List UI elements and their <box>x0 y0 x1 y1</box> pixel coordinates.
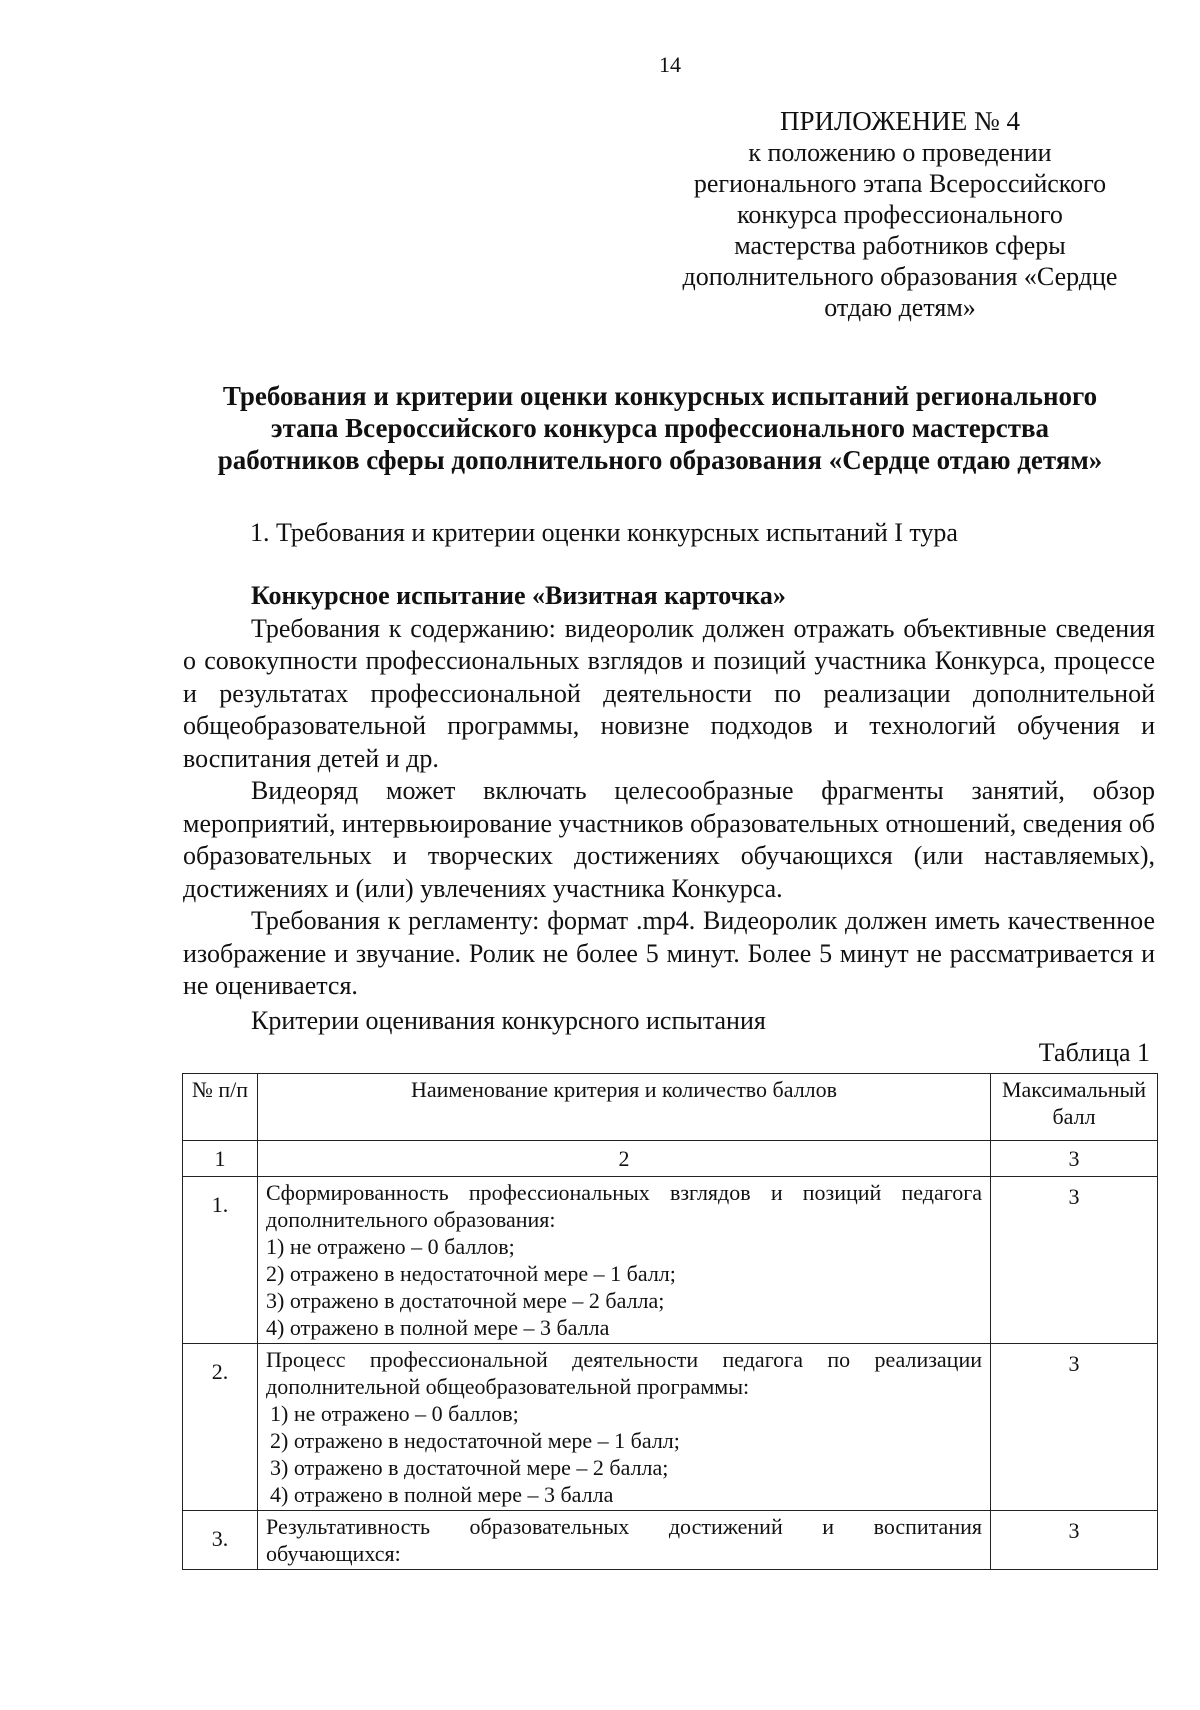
criterion-option: 3) отражено в достаточной мере – 2 балла; <box>270 1455 669 1480</box>
section-title: 1. Требования и критерии оценки конкурсных испытаний I тура <box>250 518 958 547</box>
max-score: 3 <box>991 1177 1158 1344</box>
criterion-option: 1) не отражено – 0 баллов; <box>270 1401 519 1426</box>
criterion-option: 1) не отражено – 0 баллов; <box>266 1234 515 1259</box>
row-number: 2. <box>183 1344 258 1511</box>
paragraph: Требования к содержанию: видеоролик должен отражать объективные сведения о совокупности профессиональных взглядов и позиций участника Конкурса, процессе и результатах профессиональной деятельности по реализации дополнительной общеобразовательной программы, новизне подходов и технологий обучения и воспитания детей и др. <box>183 613 1155 773</box>
appendix-line: к положению о проведении <box>748 138 1052 167</box>
table-index-row <box>183 1141 1158 1177</box>
criterion-option: 2) отражено в недостаточной мере – 1 балл; <box>266 1261 676 1286</box>
header-criterion: Наименование критерия и количество баллов <box>258 1074 991 1141</box>
table-label: Таблица 1 <box>1038 1038 1150 1067</box>
criterion-title: Сформированность профессиональных взглядов и позиций педагога дополнительного образования: <box>266 1180 982 1232</box>
criterion-option: 4) отражено в полной мере – 3 балла <box>270 1482 614 1507</box>
paragraph: Требования к регламенту: формат .mp4. Видеоролик должен иметь качественное изображение и звучание. Ролик не более 5 минут. Более 5 минут не рассматривается и не оценивается. <box>183 906 1155 1000</box>
criterion-title: Процесс профессиональной деятельности педагога по реализации дополнительной общеобразовательной программы: <box>266 1347 982 1399</box>
row-number: 1. <box>183 1177 258 1344</box>
table-header-row <box>183 1074 1158 1141</box>
table-row <box>183 1177 1158 1344</box>
title-line: этапа Всероссийского конкурса профессионального мастерства <box>270 413 1050 443</box>
criterion-option: 2) отражено в недостаточной мере – 1 балл; <box>270 1428 680 1453</box>
title-line: Требования и критерии оценки конкурсных испытаний регионального <box>222 381 1098 411</box>
appendix-line: отдаю детям» <box>824 293 976 322</box>
index-cell: 2 <box>258 1141 991 1177</box>
contest-heading: Конкурсное испытание «Визитная карточка» <box>251 581 786 610</box>
criteria-table <box>182 1073 1158 1570</box>
row-number: 3. <box>183 1511 258 1570</box>
appendix-line: регионального этапа Всероссийского <box>693 169 1107 198</box>
max-score: 3 <box>991 1511 1158 1570</box>
max-score: 3 <box>991 1344 1158 1511</box>
criterion-cell <box>258 1177 991 1344</box>
appendix-line: мастерства работников сферы <box>734 231 1066 260</box>
criterion-cell <box>258 1511 991 1570</box>
appendix-line: конкурса профессионального <box>737 200 1063 229</box>
criterion-cell <box>258 1344 991 1511</box>
criterion-option: 3) отражено в достаточной мере – 2 балла; <box>266 1288 665 1313</box>
criterion-option: 4) отражено в полной мере – 3 балла <box>266 1315 610 1340</box>
table-row <box>183 1344 1158 1511</box>
index-cell: 3 <box>991 1141 1158 1177</box>
document-title <box>170 380 1150 476</box>
header-max: Максимальный балл <box>991 1074 1158 1141</box>
body-text <box>183 580 1155 1037</box>
page-number: 14 <box>659 52 681 77</box>
index-cell: 1 <box>183 1141 258 1177</box>
table-row <box>183 1511 1158 1570</box>
criteria-heading: Критерии оценивания конкурсного испытания <box>251 1005 766 1035</box>
paragraph: Видеоряд может включать целесообразные фрагменты занятий, обзор мероприятий, интервьюирование участников образовательных отношений, сведения об образовательных и творческих достижениях обучающихся (или наставляемых), достижениях и (или) увлечениях участника Конкурса. <box>183 776 1155 903</box>
appendix-line: дополнительного образования «Сердце <box>682 262 1118 291</box>
criterion-title: Результативность образовательных достижений и воспитания обучающихся: <box>266 1514 982 1566</box>
title-line: работников сферы дополнительного образования «Сердце отдаю детям» <box>217 445 1103 475</box>
appendix-heading: ПРИЛОЖЕНИЕ № 4 <box>779 106 1021 136</box>
appendix-block <box>650 106 1150 323</box>
header-num: № п/п <box>183 1074 258 1141</box>
